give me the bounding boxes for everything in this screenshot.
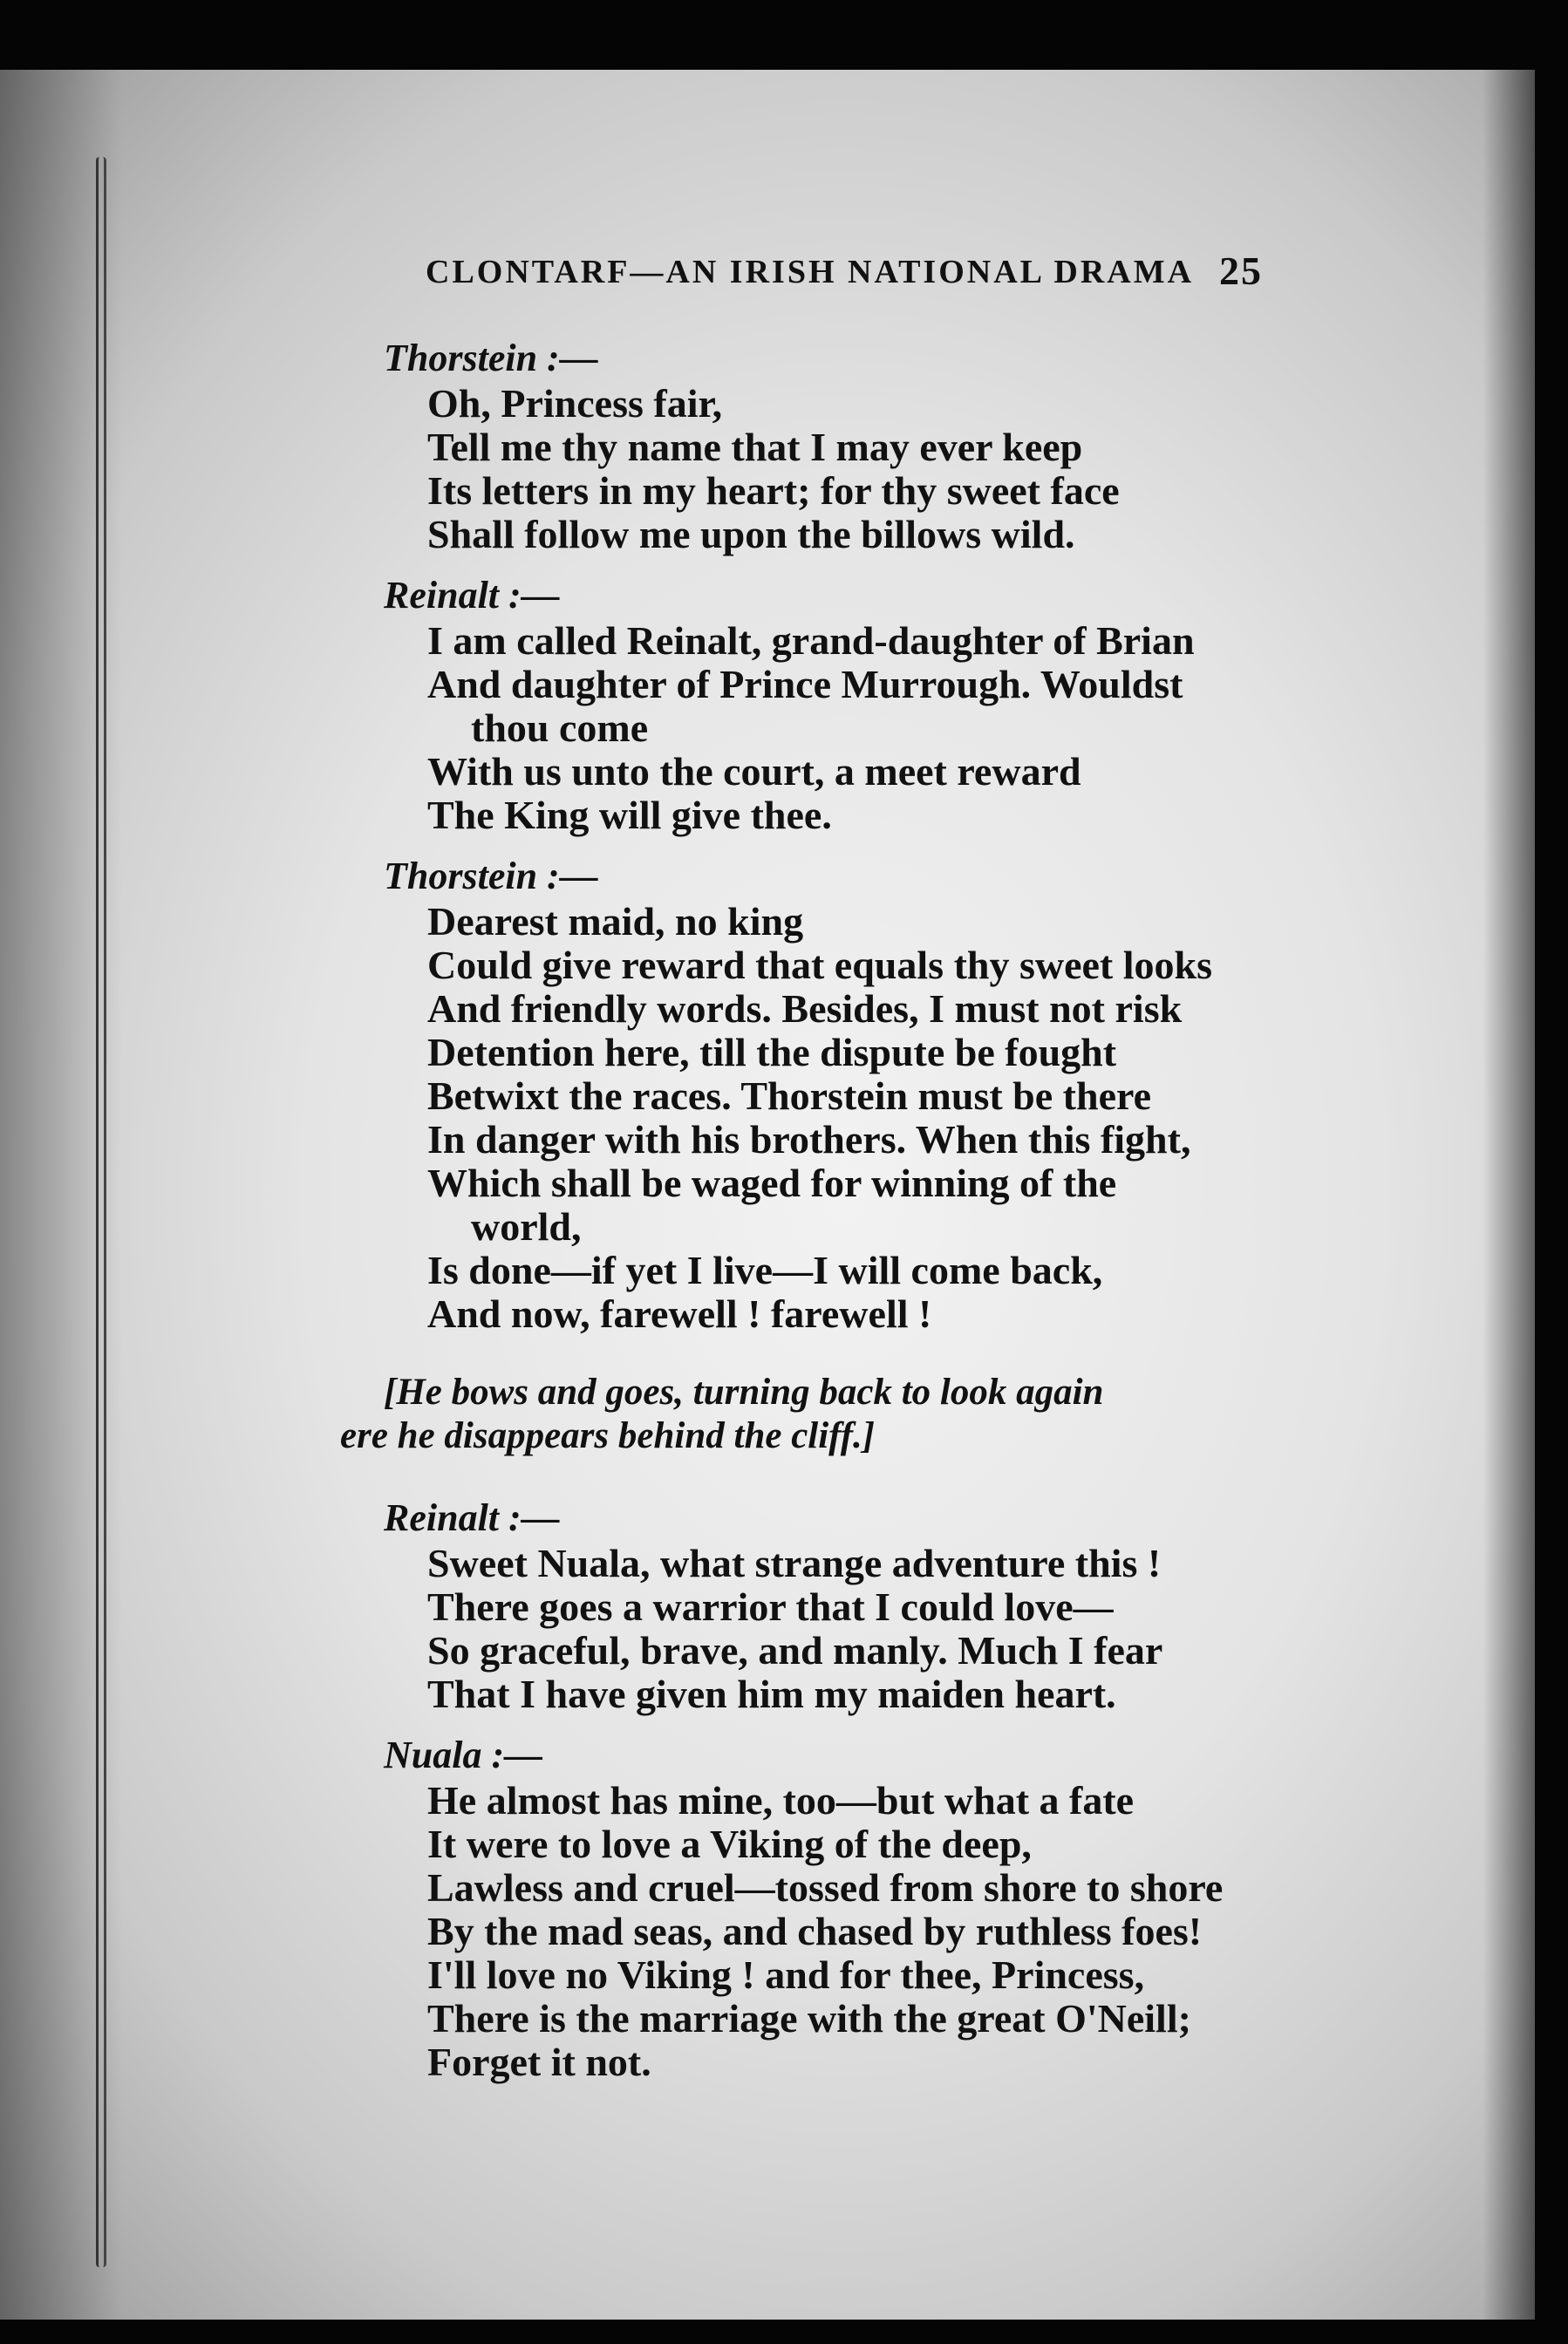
verse-line: And friendly words. Besides, I must not risk [427, 986, 1183, 1031]
verse-line: Detention here, till the dispute be fought [427, 1030, 1117, 1074]
book-page [0, 70, 1535, 2320]
verse-line: There goes a warrior that I could love— [427, 1584, 1114, 1629]
verse-line: By the mad seas, and chased by ruthless foes! [427, 1909, 1203, 1953]
binding-thread [96, 157, 106, 2267]
verse-line: Which shall be waged for winning of the [427, 1161, 1117, 1205]
speaker-name: Nuala :— [384, 1734, 543, 1776]
verse-line: In danger with his brothers. When this fight, [427, 1117, 1191, 1162]
verse-line: It were to love a Viking of the deep, [427, 1822, 1032, 1866]
stage-direction [340, 1371, 1326, 1458]
verse-line: And daughter of Prince Murrough. Wouldst [427, 662, 1183, 706]
verse-line: Shall follow me upon the billows wild. [427, 512, 1075, 556]
verse-line: Tell me thy name that I may ever keep [427, 425, 1083, 469]
verse-line-continuation: thou come [471, 705, 649, 750]
binding-stitch [89, 157, 110, 2267]
verse-line: I am called Reinalt, grand-daughter of Brian [427, 618, 1195, 663]
verse-line: Could give reward that equals thy sweet looks [427, 943, 1213, 987]
verse-line: Is done—if yet I live—I will come back, [427, 1248, 1103, 1292]
verse-line: Betwixt the races. Thorstein must be there [427, 1073, 1151, 1118]
verse-line: The King will give thee. [427, 793, 832, 837]
verse-line-continuation: world, [471, 1204, 582, 1249]
verse-line: Forget it not. [427, 2040, 651, 2084]
verse-line: That I have given him my maiden heart. [427, 1672, 1116, 1716]
verse-line: He almost has mine, too—but what a fate [427, 1778, 1135, 1823]
verse-line: Dearest maid, no king [427, 899, 804, 944]
verse-line: So graceful, brave, and manly. Much I fear [427, 1628, 1163, 1673]
speaker-name: Thorstein :— [384, 855, 598, 897]
running-title: CLONTARF—AN IRISH NATIONAL DRAMA [426, 254, 1195, 290]
speaker-name: Reinalt :— [384, 574, 560, 617]
drama-text [340, 331, 1326, 2084]
verse-line: And now, farewell ! farewell ! [427, 1291, 932, 1336]
page-edge-shadow [1483, 70, 1535, 2320]
verse-line: Its letters in my heart; for thy sweet face [427, 468, 1120, 513]
speaker-name: Reinalt :— [384, 1496, 560, 1539]
speaker-name: Thorstein :— [384, 337, 598, 379]
verse-line: Lawless and cruel—tossed from shore to shore [427, 1865, 1224, 1910]
verse-line: Oh, Princess fair, [427, 381, 723, 426]
running-header [426, 249, 1263, 293]
verse-line: With us unto the court, a meet reward [427, 749, 1081, 794]
verse-line: Sweet Nuala, what strange adventure this ! [427, 1541, 1162, 1585]
verse-line: There is the marriage with the great O'Neill; [427, 1996, 1191, 2041]
page-number: 25 [1219, 249, 1263, 293]
stage-direction-line: ere he disappears behind the cliff.] [340, 1415, 876, 1456]
stage-direction-line: [He bows and goes, turning back to look again [384, 1372, 1104, 1413]
verse-line: I'll love no Viking ! and for thee, Princess, [427, 1952, 1145, 1997]
